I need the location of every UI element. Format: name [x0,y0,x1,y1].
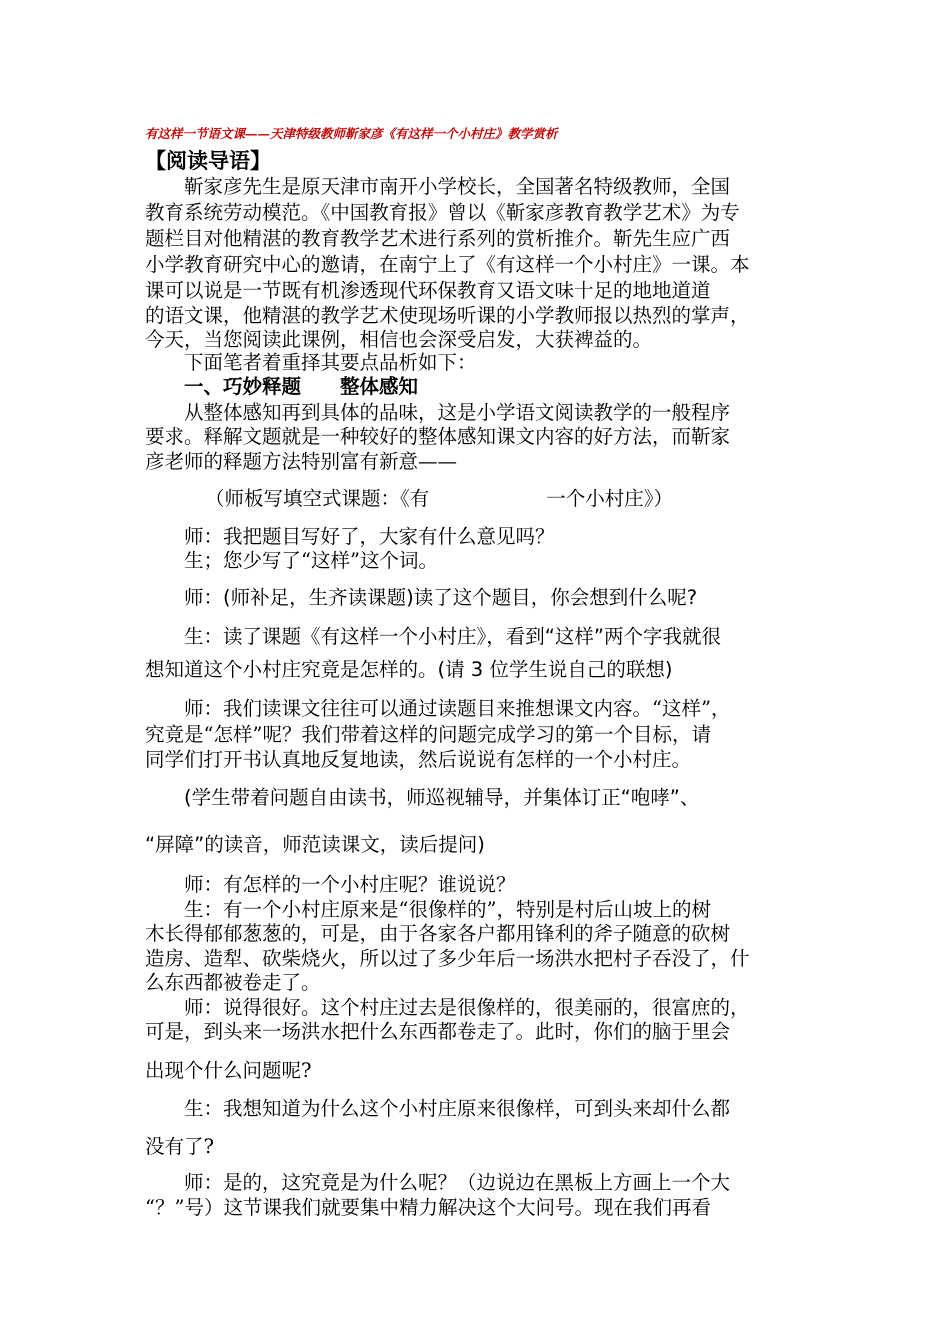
intro-line: 下面笔者着重择其要点品析如下： [145,351,477,374]
board-note: （师板写填空式课题：《有 一个小村庄》） [205,487,674,510]
dialog-line: 想知道这个小村庄究竟是怎样的。(请 3 位学生说自己的联想) [145,658,673,681]
para-line: 彦老师的释题方法特别富有新意—— [145,450,458,473]
dialog-line: 出现个什么问题呢? [145,1059,312,1082]
dialog-line: 师：(师补足，生齐读课题)读了这个题目，你会想到什么呢? [145,586,698,609]
dialog-line: 生：有一个小村庄原来是“很像样的”，特别是村后山坡上的树 [145,898,711,921]
dialog-line: 没有了? [145,1135,214,1158]
document-title: 有这样一节语文课——天津特级教师靳家彦《有这样一个小村庄》教学赏析 [145,126,558,141]
dialog-line: 师：说得很好。这个村庄过去是很像样的，很美丽的，很富庶的， [145,996,750,1019]
dialog-line: 师：有怎样的一个小村庄呢？谁说说？ [145,873,516,896]
dialog-line: (学生带着问题自由读书，师巡视辅导，并集体订正“咆哮”、 [145,786,700,809]
dialog-line: 木长得郁郁葱葱的，可是，由于各家各户都用锋利的斧子随意的砍树 [145,922,731,945]
intro-line: 教育系统劳动模范。《中国教育报》曾以《靳家彦教育教学艺术》为专 [145,201,740,224]
dialog-line: 同学们打开书认真地反复地读，然后说说有怎样的一个小村庄。 [145,748,692,771]
dialog-line: 师：我把题目写好了，大家有什么意见吗？ [145,525,555,548]
dialog-line: 生：读了课题《有这样一个小村庄》，看到“这样”两个字我就很 [145,625,721,648]
intro-line: 题栏目对他精湛的教育教学艺术进行系列的赏析推介。靳先生应广西 [145,227,731,250]
intro-line: 今天，当您阅读此课例，相信也会深受启发，大获裨益的。 [145,328,653,351]
para-line: 从整体感知再到具体的品味，这是小学语文阅读教学的一般程序 [145,401,731,424]
intro-line: 靳家彦先生是原天津市南开小学校长，全国著名特级教师，全国 [145,175,731,198]
intro-line: 课可以说是一节既有机渗透现代环保教育又语文味十足的地地道道 [145,279,711,302]
para-line: 要求。释解文题就是一种较好的整体感知课文内容的好方法，而靳家 [145,425,731,448]
heading-1: 一、巧妙释题 整体感知 [145,375,419,398]
intro-line: 小学教育研究中心的邀请，在南宁上了《有这样一个小村庄》一课。本 [145,253,750,276]
dialog-line: “屏障”的读音，师范读课文，读后提问) [145,833,485,856]
section-heading: 【阅读导语】 [145,149,271,173]
intro-line: 的语文课，他精湛的教学艺术使现场听课的小学教师报以热烈的掌声， [145,304,750,327]
dialog-line: 生：我想知道为什么这个小村庄原来很像样，可到头来却什么都 [145,1097,731,1120]
dialog-line: “？”号）这节课我们就要集中精力解决这个大问号。现在我们再看 [145,1196,711,1219]
dialog-line: 生；您少写了“这样”这个词。 [145,549,438,572]
dialog-line: 师：我们读课文往往可以通过读题目来推想课文内容。“这样”， [145,697,731,720]
dialog-line: 么东西都被卷走了。 [145,971,321,994]
dialog-line: 究竟是“怎样”呢？我们带着这样的问题完成学习的第一个目标，请 [145,723,711,746]
dialog-line: 可是，到头来一场洪水把什么东西都卷走了。此时，你们的脑于里会 [145,1020,731,1043]
dialog-line: 师：是的，这究竟是为什么呢？（边说边在黑板上方画上一个大 [145,1171,731,1194]
dialog-line: 造房、造犁、砍柴烧火，所以过了多少年后一场洪水把村子吞没了，什 [145,947,750,970]
